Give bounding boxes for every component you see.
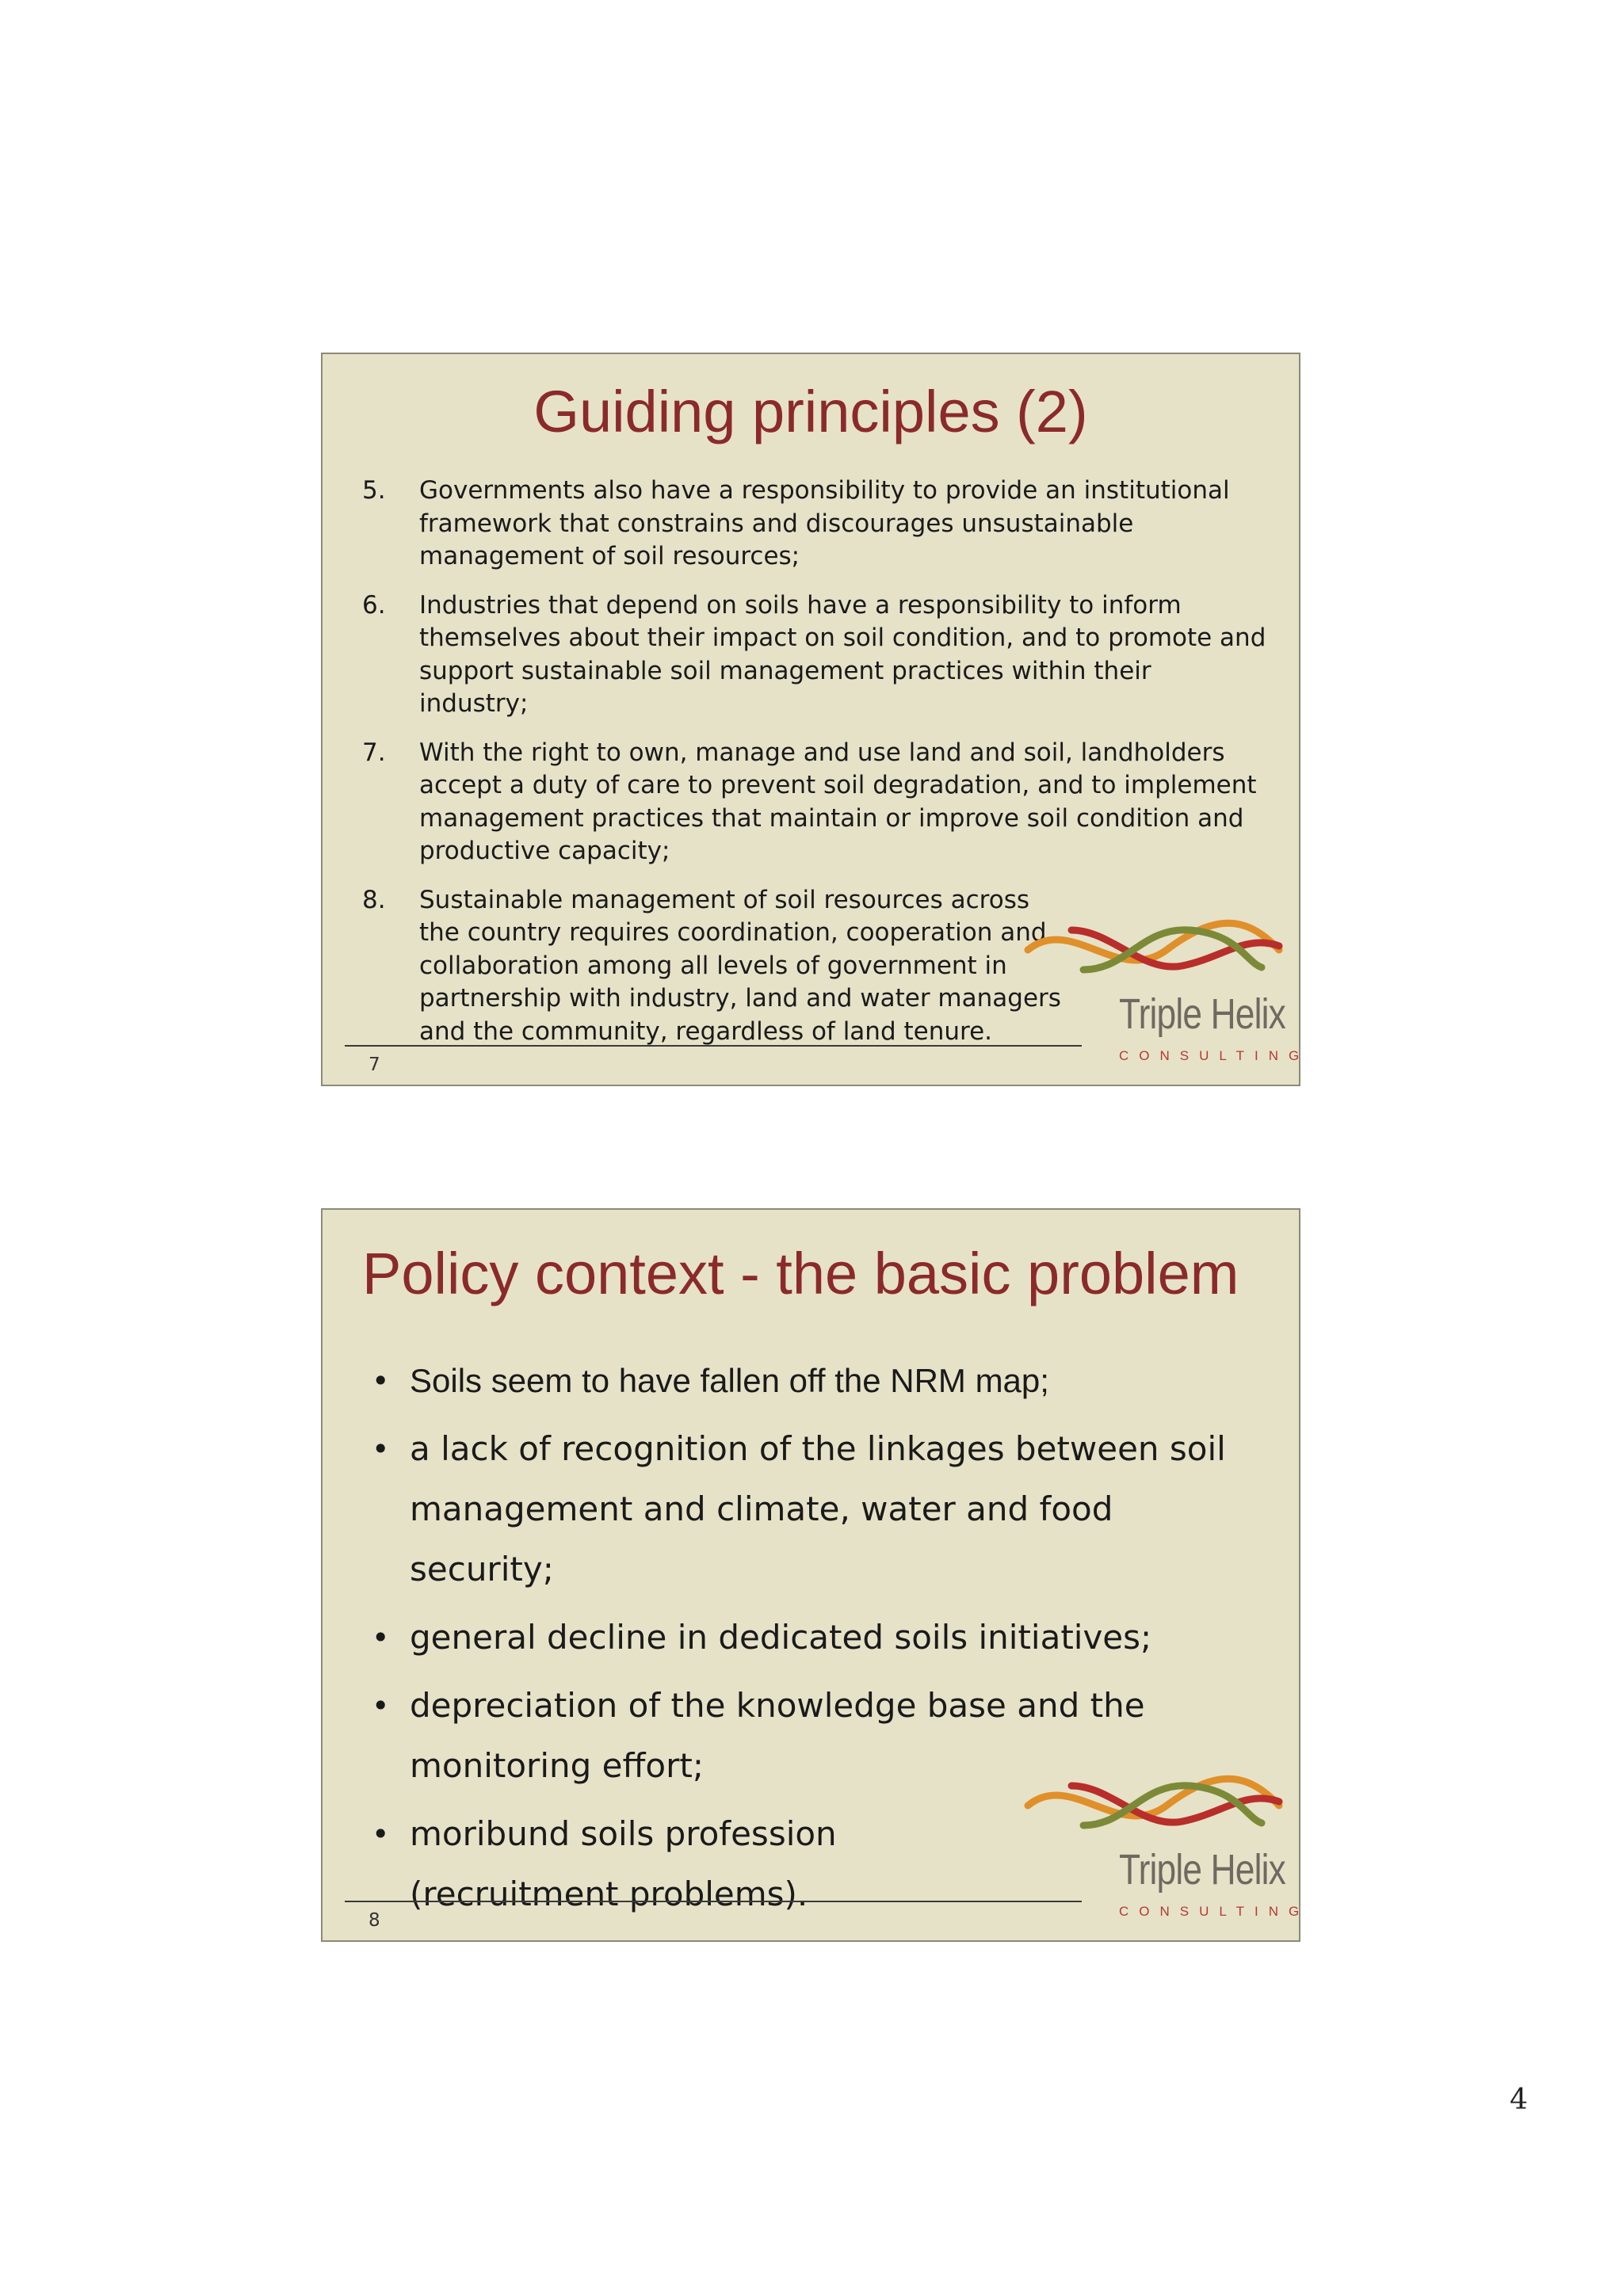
list-item xyxy=(372,1419,1267,1600)
slide-title: Policy context - the basic problem xyxy=(362,1241,1239,1306)
triple-helix-logo xyxy=(1024,1774,1310,1932)
footer-divider xyxy=(345,1045,1082,1047)
bullet-text: Soils seem to have fallen off the NRM map; xyxy=(410,1362,1049,1399)
slide-8 xyxy=(321,1208,1310,1942)
item-text: With the right to own, manage and use land and soil, landholders accept a duty of care to prevent soil degradation, and to implement management practices that maintain or improve soil condition and productive capacity; xyxy=(419,738,1257,865)
bullet-text: moribund soils profession (recruitment problems). xyxy=(410,1814,837,1913)
list-item xyxy=(362,475,1281,574)
logo-name: Triple Helix xyxy=(1119,990,1285,1038)
bullet-icon: • xyxy=(372,1817,390,1852)
slide-title: Guiding principles (2) xyxy=(533,379,1088,444)
bullet-icon: • xyxy=(372,1432,390,1466)
item-text: Sustainable management of soil resources across the country requires coordination, cooperation and collaboration among all levels of government in partnership with industry, land and water managers and the community, regardless of land tenure. xyxy=(419,885,1061,1046)
triple-helix-logo xyxy=(1024,918,1310,1077)
item-text: Industries that depend on soils have a responsibility to inform themselves about their impact on soil condition, and to promote and support sustainable soil management practices within their industry; xyxy=(419,590,1266,718)
page-number: 4 xyxy=(1510,2084,1528,2116)
bullet-text: general decline in dedicated soils initiatives; xyxy=(410,1618,1152,1657)
item-number: 5. xyxy=(362,476,386,505)
bullet-icon: • xyxy=(372,1620,390,1655)
bullet-icon: • xyxy=(372,1363,390,1398)
list-item xyxy=(372,1608,1267,1668)
slide-number: 7 xyxy=(369,1055,380,1075)
logo-name: Triple Helix xyxy=(1119,1846,1285,1894)
bullet-text: depreciation of the knowledge base and the monitoring effort; xyxy=(410,1686,1145,1785)
bullet-icon: • xyxy=(372,1688,390,1723)
helix-icon xyxy=(1024,918,1285,990)
item-number: 8. xyxy=(362,885,386,914)
list-item xyxy=(362,737,1281,868)
logo-subtitle: CONSULTING xyxy=(1119,1048,1310,1063)
list-item xyxy=(362,589,1281,721)
slide-number: 8 xyxy=(369,1910,380,1931)
slide-7 xyxy=(321,353,1310,1086)
bullet-text: a lack of recognition of the linkages between soil management and climate, water and food security; xyxy=(410,1429,1226,1589)
item-number: 7. xyxy=(362,738,386,767)
helix-icon xyxy=(1024,1774,1285,1845)
list-item xyxy=(372,1351,1267,1411)
footer-divider xyxy=(345,1901,1082,1902)
item-text: Governments also have a responsibility to provide an institutional framework that constrains and discourages unsustainable management of soil resources; xyxy=(419,476,1230,570)
item-number: 6. xyxy=(362,590,386,620)
logo-subtitle: CONSULTING xyxy=(1119,1904,1310,1919)
